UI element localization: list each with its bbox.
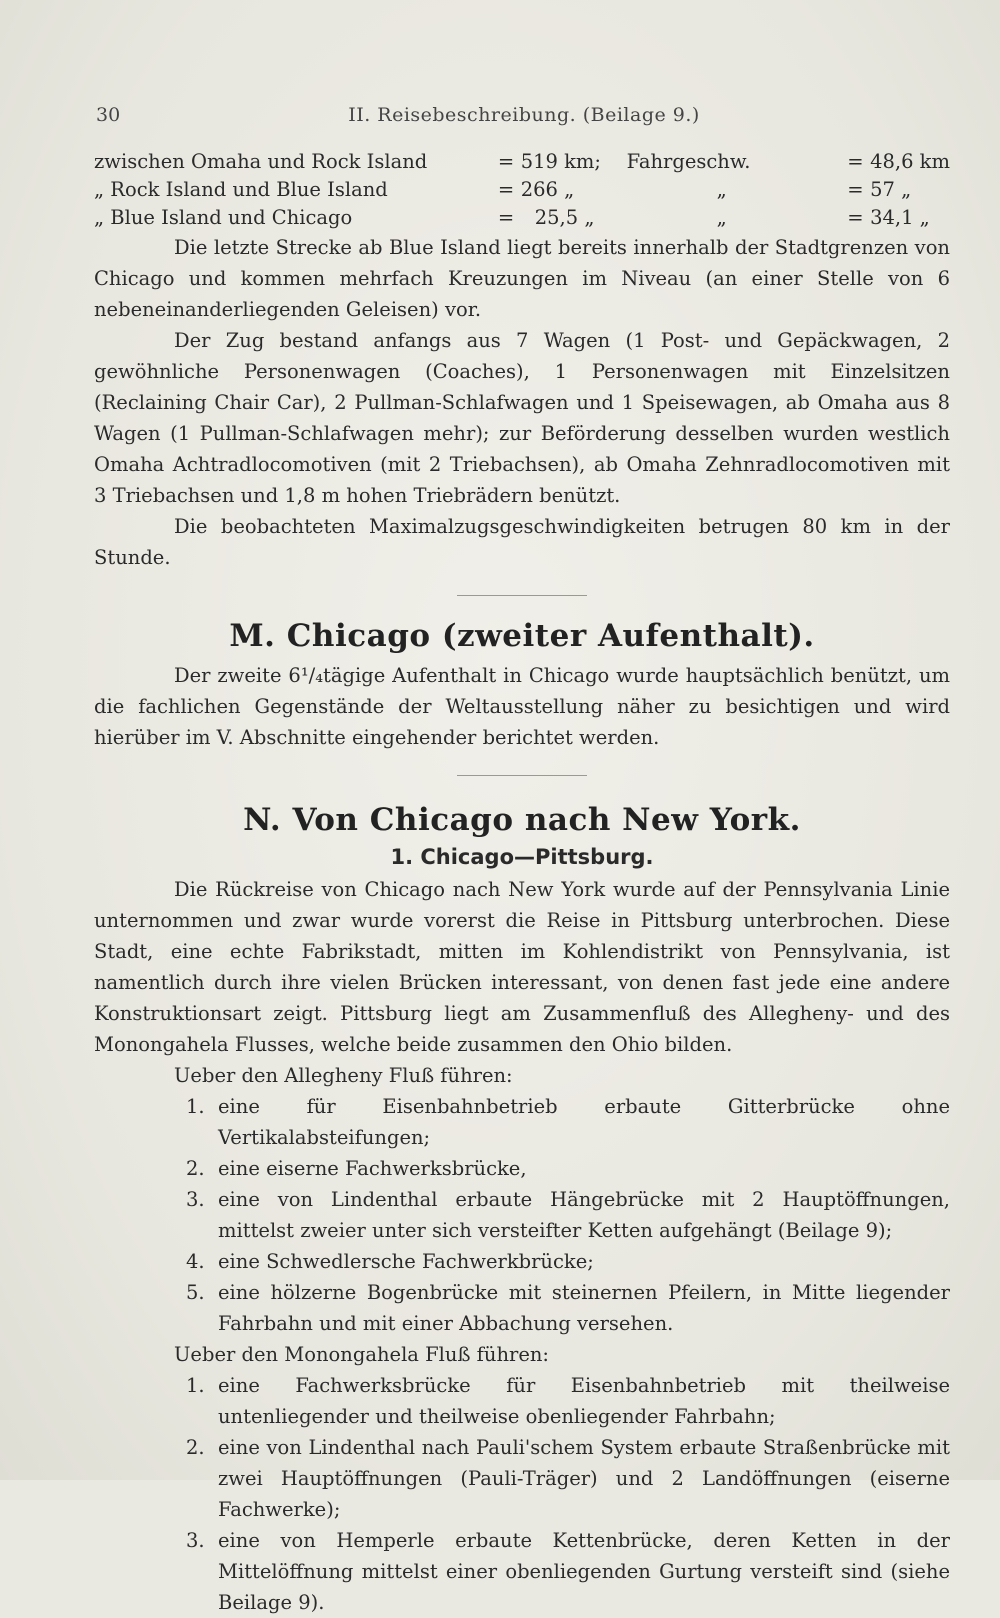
equals-cell: =: [497, 150, 515, 173]
list-number: 3.: [186, 1188, 205, 1211]
section-divider: [457, 775, 587, 776]
distance-cell: 266 „: [520, 178, 575, 201]
list-text: eine hölzerne Bogenbrücke mit steinernen Pfeilern, in Mitte liegender Fahrbahn und mit einer Abbachung versehen.: [218, 1281, 950, 1335]
paragraph: Der Zug bestand anfangs aus 7 Wagen (1 Post- und Gepäckwagen, 2 gewöhnliche Personenwagen (Coaches), 1 Personenwagen mit Einzelsitzen (Reclaining Chair Car), 2 Pullman-Schlafwagen und 1 Speisewagen, ab Omaha aus 8 Wagen (1 Pullman-Schlafwagen mehr); zur Beförderung desselben wurden westlich Omaha Achtradlocomotiven (mit 2 Triebachsen), ab Omaha Zehnradlocomotiven mit 3 Triebachsen und 1,8 m hohen Triebrädern benützt.: [94, 329, 950, 507]
paragraph: Die letzte Strecke ab Blue Island liegt bereits innerhalb der Stadtgrenzen von Chicago und kommen mehrfach Kreuzungen im Niveau (an einer Stelle von 6 nebeneinanderliegenden Geleisen) vor.: [94, 236, 950, 321]
page-header: [96, 104, 952, 134]
distance-cell: 25,5 „: [534, 206, 595, 229]
allegheny-bridge-list: [94, 1091, 950, 1339]
list-text: eine Schwedlersche Fachwerkbrücke;: [218, 1250, 594, 1273]
route-cell: zwischen Omaha und Rock Island: [94, 150, 428, 173]
equals-cell: =: [847, 150, 864, 173]
list-number: 1.: [186, 1374, 205, 1397]
list-text: eine Fachwerksbrücke für Eisenbahnbetrieb mit theilweise untenliegender und theilweise obenliegender Fahrbahn;: [218, 1374, 950, 1428]
equals-cell: =: [497, 178, 515, 201]
list-item: [94, 1091, 950, 1153]
distance-row: [94, 148, 950, 176]
distance-table: [94, 148, 950, 232]
list-item: [94, 1153, 950, 1184]
list-number: 1.: [186, 1095, 205, 1118]
equals-cell: =: [497, 206, 515, 229]
list-item: [94, 1277, 950, 1339]
list-item: [94, 1525, 950, 1618]
list-number: 5.: [186, 1281, 205, 1304]
page-body: [94, 148, 950, 1618]
distance-cell: 519 km;: [520, 150, 601, 173]
list-intro-monongahela: Ueber den Monongahela Fluß führen:: [174, 1343, 550, 1366]
list-item: [94, 1184, 950, 1246]
list-number: 3.: [186, 1529, 205, 1552]
list-intro-allegheny: Ueber den Allegheny Fluß führen:: [174, 1064, 513, 1087]
section-heading-n: N. Von Chicago nach New York.: [243, 802, 801, 838]
list-text: eine von Lindenthal erbaute Hängebrücke mit 2 Hauptöffnungen, mittelst zweier unter sich versteifter Ketten aufgehängt (Beilage 9);: [218, 1188, 950, 1242]
list-text: eine von Hemperle erbaute Kettenbrücke, deren Ketten in der Mittelöffnung mittelst einer obenliegenden Gurtung versteift sind (siehe Beilage 9).: [218, 1529, 950, 1614]
speed-cell: 48,6 km: [870, 150, 950, 173]
speed-label-cell: „: [716, 178, 727, 201]
list-text: eine eiserne Fachwerksbrücke,: [218, 1157, 527, 1180]
route-cell: „ Blue Island und Chicago: [94, 206, 353, 229]
list-text: eine für Eisenbahnbetrieb erbaute Gitterbrücke ohne Vertikalabsteifungen;: [218, 1095, 950, 1149]
list-number: 2.: [186, 1157, 205, 1180]
page-number: 30: [96, 104, 121, 126]
equals-cell: =: [847, 178, 864, 201]
list-item: [94, 1246, 950, 1277]
section-heading-m: M. Chicago (zweiter Aufenthalt).: [229, 618, 815, 654]
paragraph: Der zweite 6¹/₄tägige Aufenthalt in Chicago wurde hauptsächlich benützt, um die fachlichen Gegenstände der Weltausstellung näher zu besichtigen und wird hierüber im V. Abschnitte eingehender berichtet werden.: [94, 664, 950, 749]
speed-label-cell: „: [716, 206, 727, 229]
running-head: II. Reisebeschreibung. (Beilage 9.): [348, 104, 700, 126]
speed-cell: 57 „: [870, 178, 912, 201]
list-text: eine von Lindenthal nach Pauli'schem System erbaute Straßenbrücke mit zwei Hauptöffnungen (Pauli-Träger) und 2 Landöffnungen (eiserne Fachwerke);: [218, 1436, 950, 1521]
equals-cell: =: [847, 206, 864, 229]
list-number: 2.: [186, 1436, 205, 1459]
monongahela-bridge-list: [94, 1370, 950, 1618]
distance-row: [94, 204, 950, 232]
subsection-heading: 1. Chicago—Pittsburg.: [390, 845, 654, 869]
list-item: [94, 1370, 950, 1432]
section-divider: [457, 595, 587, 596]
list-number: 4.: [186, 1250, 205, 1273]
speed-label-cell: Fahrgeschw.: [626, 150, 751, 173]
route-cell: „ Rock Island und Blue Island: [94, 178, 388, 201]
distance-row: [94, 176, 950, 204]
paragraph: Die beobachteten Maximalzugsgeschwindigkeiten betrugen 80 km in der Stunde.: [94, 515, 950, 569]
speed-cell: 34,1 „: [870, 206, 930, 229]
paragraph: Die Rückreise von Chicago nach New York wurde auf der Pennsylvania Linie unternommen und zwar wurde vorerst die Reise in Pittsburg unterbrochen. Diese Stadt, eine echte Fabrikstadt, mitten im Kohlendistrikt von Pennsylvania, ist namentlich durch ihre vielen Brücken interessant, von denen fast jede eine andere Konstruktionsart zeigt. Pittsburg liegt am Zusammenfluß des Allegheny- und des Monongahela Flusses, welche beide zusammen den Ohio bilden.: [94, 878, 950, 1056]
list-item: [94, 1432, 950, 1525]
